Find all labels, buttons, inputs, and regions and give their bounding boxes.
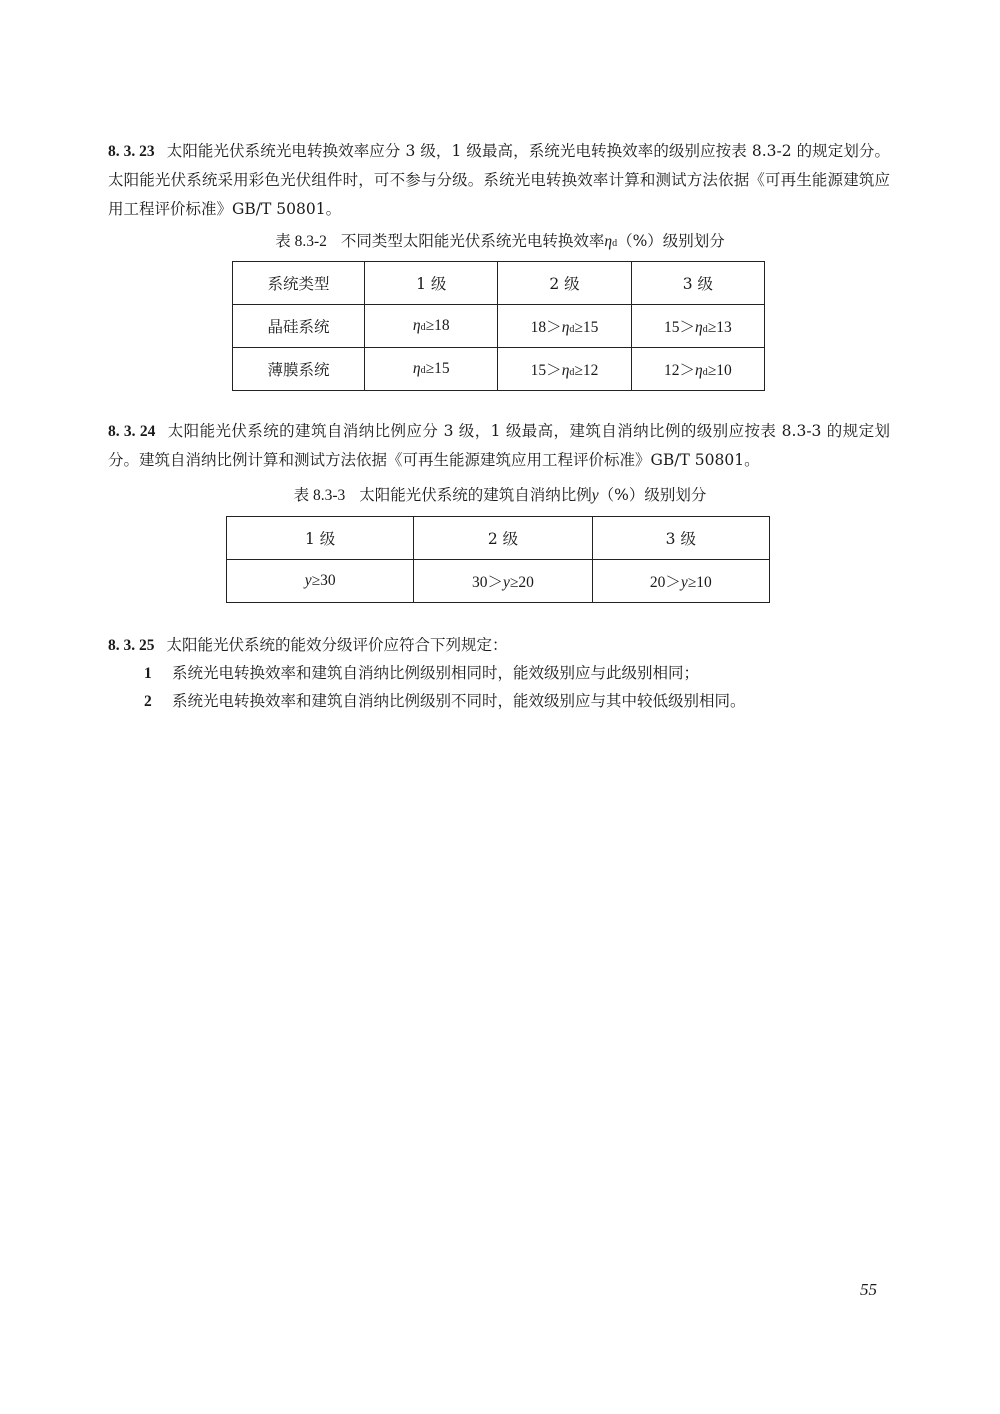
grade-2-cell: 15＞ηd≥12	[498, 348, 631, 391]
table-8-3-3	[226, 516, 770, 603]
clause-number: 8. 3. 23	[108, 143, 155, 160]
list-item-text: 系统光电转换效率和建筑自消纳比例级别不同时，能效级别应与其中较低级别相同。	[172, 692, 746, 710]
clause-8-3-25	[108, 631, 890, 660]
table-title: 不同类型太阳能光伏系统光电转换效率	[340, 232, 605, 250]
grade-3-cell: 15＞ηd≥13	[631, 305, 764, 348]
table-header-row	[233, 262, 765, 305]
list-item-number: 1	[144, 665, 152, 682]
table-title-suffix: （%）级别划分	[617, 232, 725, 250]
grade-3-cell: 20＞y≥10	[592, 560, 769, 603]
symbol-y: y	[591, 487, 599, 504]
table-title: 太阳能光伏系统的建筑自消纳比例	[359, 486, 592, 504]
list-item-text: 系统光电转换效率和建筑自消纳比例级别相同时，能效级别应与此级别相同；	[172, 664, 700, 682]
table-row	[227, 560, 770, 603]
system-type-cell: 薄膜系统	[233, 348, 365, 391]
table-label: 表 8.3-3	[293, 487, 346, 504]
symbol-subscript: d	[612, 238, 618, 249]
table-row	[233, 348, 765, 391]
system-type-cell: 晶硅系统	[233, 305, 365, 348]
header-cell: 1 级	[365, 262, 498, 305]
table-row	[233, 305, 765, 348]
table-label: 表 8.3-2	[275, 233, 327, 250]
table-title-suffix: （%）级别划分	[598, 486, 707, 504]
clause-text: 太阳能光伏系统光电转换效率应分 3 级，1 级最高，系统光电转换效率的级别应按表 8.3-2 的规定划分。太阳能光伏系统采用彩色光伏组件时，可不参与分级。系统光电转换效率计算和测试方法依据《可再生能源建筑应用工程评价标准》GB/T 50801。	[108, 142, 890, 218]
list-item-number: 2	[144, 693, 152, 710]
list-item	[144, 688, 746, 715]
grade-1-cell: ηd≥18	[365, 305, 498, 348]
clause-8-3-24	[108, 417, 890, 475]
table-8-3-3-caption	[0, 484, 1000, 507]
symbol-eta: η	[604, 233, 613, 250]
header-cell: 1 级	[227, 517, 414, 560]
page-number: 55	[860, 1280, 877, 1299]
grade-1-cell: ηd≥15	[365, 348, 498, 391]
grade-1-cell: y≥30	[227, 560, 414, 603]
clause-8-3-23	[108, 137, 890, 224]
table-8-3-2	[232, 261, 765, 391]
header-cell: 3 级	[592, 517, 769, 560]
clause-text: 太阳能光伏系统的能效分级评价应符合下列规定：	[166, 636, 508, 654]
table-8-3-2-caption	[0, 230, 1000, 255]
list-item	[144, 660, 699, 687]
grade-2-cell: 18＞ηd≥15	[498, 305, 631, 348]
header-cell: 系统类型	[233, 262, 365, 305]
grade-3-cell: 12＞ηd≥10	[631, 348, 764, 391]
header-cell: 2 级	[414, 517, 592, 560]
grade-2-cell: 30＞y≥20	[414, 560, 592, 603]
clause-number: 8. 3. 24	[108, 423, 156, 440]
table-header-row	[227, 517, 770, 560]
clause-number: 8. 3. 25	[108, 637, 155, 654]
clause-text: 太阳能光伏系统的建筑自消纳比例应分 3 级，1 级最高，建筑自消纳比例的级别应按表 8.3-3 的规定划分。建筑自消纳比例计算和测试方法依据《可再生能源建筑应用工程评价标准》GB/T 50801。	[108, 422, 890, 469]
header-cell: 3 级	[631, 262, 764, 305]
header-cell: 2 级	[498, 262, 631, 305]
